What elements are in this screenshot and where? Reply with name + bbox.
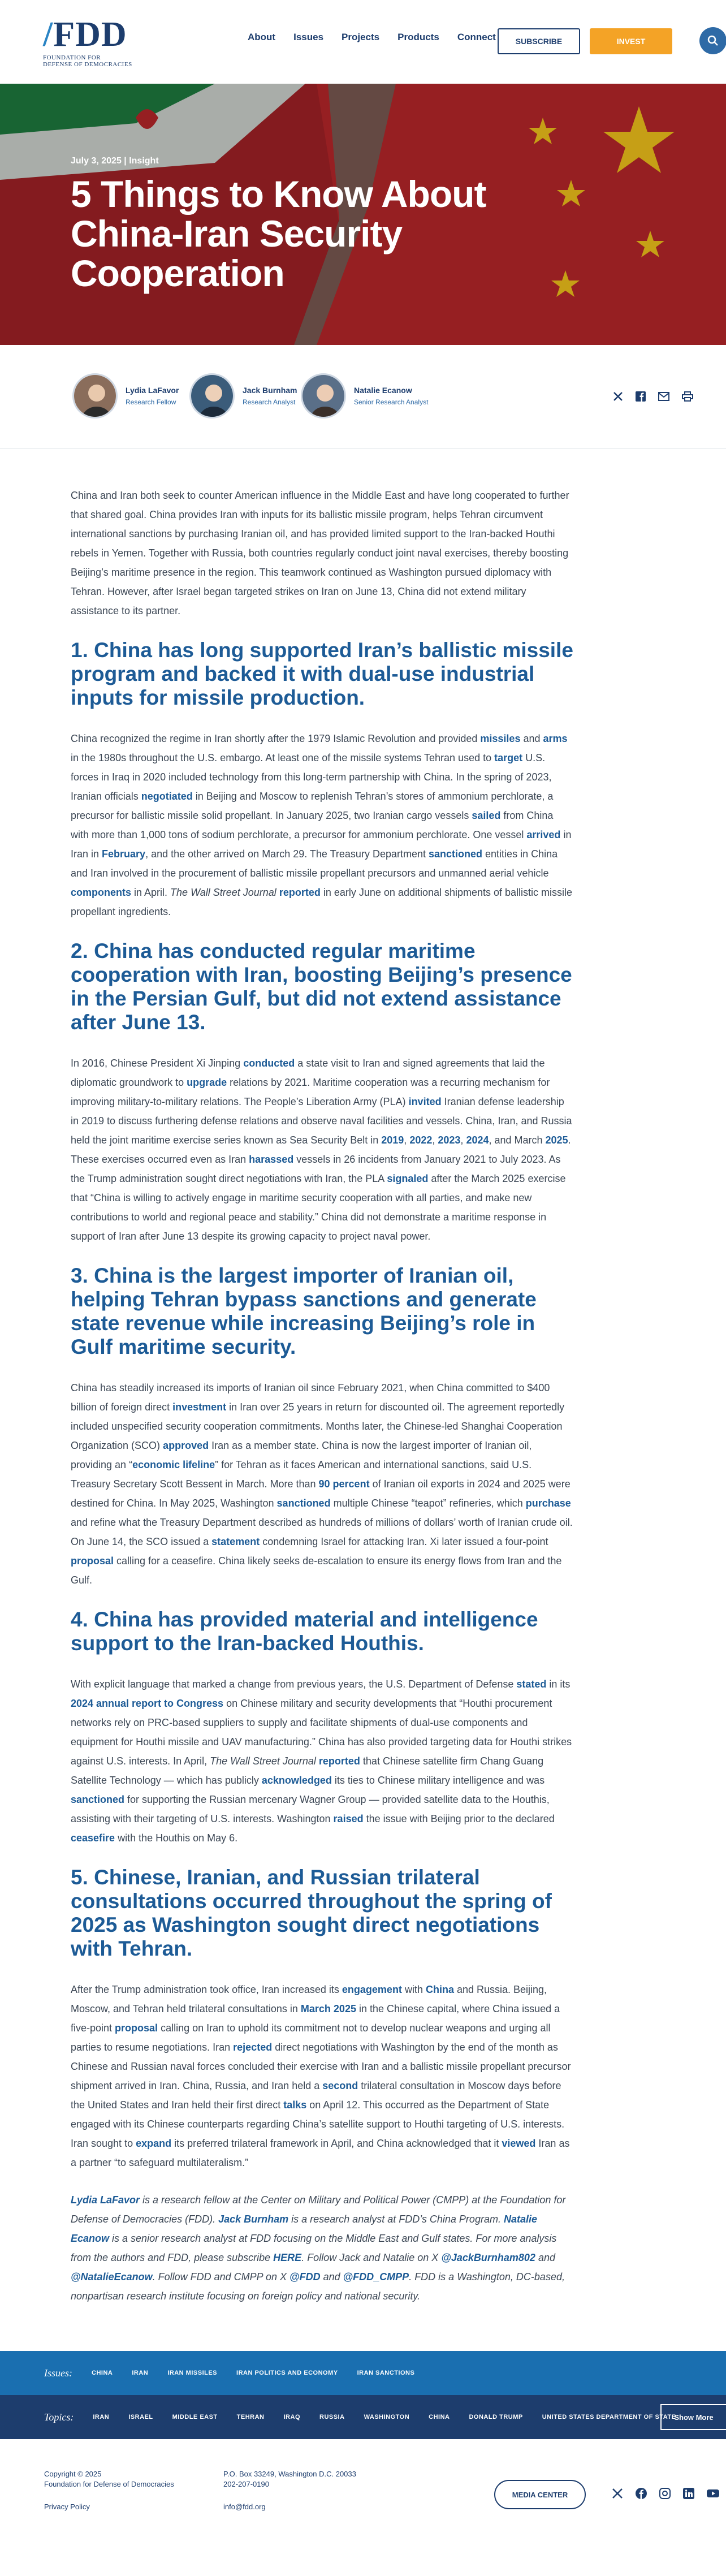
org-name: Foundation for Defense of Democracies	[44, 2480, 174, 2488]
inline-link[interactable]: arms	[543, 733, 568, 744]
topic-tag[interactable]: IRAQ	[283, 2414, 300, 2420]
inline-link[interactable]: raised	[333, 1813, 364, 1824]
author-bar	[0, 345, 726, 449]
inline-link[interactable]: target	[494, 752, 523, 763]
article-title: 5 Things to Know About China-Iran Security Cooperation	[71, 173, 486, 294]
section-paragraph: In 2016, Chinese President Xi Jinping conducted a state visit to Iran and signed agreements that laid the diplomatic groundwork to upgrade relations by 2021. Maritime cooperation was a recurring mechanism for improving military-to-military relations. The People’s Liberation Army (PLA) invited Iranian defense leadership in 2019 to discuss furthering defense relations and observe naval facilities and vessels. China, Iran, and Russia held the joint maritime exercise series known as Sea Security Belt in 2019, 2022, 2023, 2024, and March 2025. These exercises occurred even as Iran harassed vessels in 26 incidents from January 2021 to July 2023. As the Trump administration sought direct negotiations with Iran, the PLA signaled after the March 2025 exercise that “China is willing to actively engage in maritime security cooperation with all parties, and make new contributions to world and regional peace and stability.” China did not demonstrate a maritime response in support of Iran after June 13 despite its growing capacity to project naval power.	[71, 1058, 572, 1242]
inline-link[interactable]: expand	[136, 2138, 172, 2149]
inline-link[interactable]: sanctioned	[71, 1794, 125, 1805]
topics-label: Topics:	[44, 2411, 74, 2423]
nav-products[interactable]: Products	[397, 32, 439, 42]
site-footer	[0, 2439, 726, 2543]
topics-bar	[0, 2395, 726, 2439]
inline-link[interactable]: reported	[279, 887, 321, 898]
facebook-share-icon[interactable]	[636, 391, 646, 402]
nav-issues[interactable]: Issues	[293, 32, 324, 42]
fdd-logo[interactable]	[43, 17, 156, 68]
inline-link[interactable]: HERE	[273, 2252, 302, 2263]
inline-link[interactable]: negotiated	[141, 791, 193, 802]
inline-link[interactable]: statement	[211, 1536, 260, 1547]
inline-link[interactable]: China	[425, 1984, 454, 1995]
author-role: Senior Research Analyst	[354, 398, 429, 406]
issue-tag[interactable]: IRAN POLITICS AND ECONOMY	[236, 2370, 338, 2376]
inline-link[interactable]: harassed	[249, 1154, 294, 1165]
search-icon	[707, 35, 719, 46]
inline-link[interactable]: Jack Burnham	[218, 2213, 289, 2225]
italic-text: is a research analyst at FDD’s China Program.	[288, 2213, 504, 2225]
phone: 202-207-0190	[223, 2480, 269, 2488]
inline-link[interactable]: sailed	[472, 810, 501, 821]
x-share-icon[interactable]	[613, 391, 623, 402]
po-box: P.O. Box 33249, Washington D.C. 20033	[223, 2470, 356, 2478]
inline-link[interactable]: 2025	[545, 1134, 568, 1146]
inline-link[interactable]: upgrade	[187, 1077, 227, 1088]
inline-link[interactable]: rejected	[233, 2042, 273, 2053]
inline-link[interactable]: proposal	[115, 2022, 158, 2034]
linkedin-icon[interactable]	[683, 2488, 694, 2499]
search-button[interactable]	[699, 27, 726, 54]
inline-link[interactable]: reported	[318, 1755, 360, 1767]
inline-link[interactable]: purchase	[525, 1498, 571, 1509]
author-role: Research Fellow	[126, 398, 176, 406]
inline-link[interactable]: components	[71, 887, 132, 898]
section-paragraph: China recognized the regime in Iran shortly after the 1979 Islamic Revolution and provided missiles and arms in the 1980s throughout the U.S. embargo. At least one of the missile systems Tehran used to target U.S. forces in Iraq in 2020 included technology from this long-term partnership with China. In the spring of 2023, Iranian officials negotiated in Beijing and Moscow to replenish Tehran’s stores of ammonium perchlorate, a precursor for ballistic missile solid propellant. In January 2025, two Iranian cargo vessels sailed from China with more than 1,000 tons of sodium perchlorate, a precursor for ammonium perchlorate. One vessel arrived in Iran in February, and the other arrived on March 29. The Treasury Department sanctioned entities in China and Iran involved in the procurement of ballistic missile propellant precursors and unmanned aerial vehicle components in April. The Wall Street Journal reported in early June on additional shipments of ballistic missile propellant ingredients.	[71, 733, 573, 917]
topic-tag[interactable]: RUSSIA	[319, 2414, 345, 2420]
inline-link[interactable]: acknowledged	[261, 1775, 332, 1786]
italic-text: and	[320, 2271, 343, 2282]
inline-link[interactable]: second	[322, 2080, 358, 2091]
share-tools	[613, 391, 693, 402]
issue-tag[interactable]: CHINA	[92, 2370, 113, 2376]
main-nav	[248, 32, 496, 43]
inline-link[interactable]: Natalie Ecanow	[71, 2213, 537, 2244]
inline-link[interactable]: arrived	[526, 829, 561, 840]
privacy-link[interactable]: Privacy Policy	[44, 2502, 90, 2511]
youtube-icon[interactable]	[707, 2488, 719, 2499]
intro-paragraph: China and Iran both seek to counter American influence in the Middle East and have long cooperated to further that shared goal. China provides Iran with inputs for its ballistic missile program, helps Tehran circumvent international sanctions by purchasing Iranian oil, and has provided limited support to the Iran-backed Houthi rebels in Yemen. Together with Russia, both countries regularly conduct joint naval exercises, thereby boosting Beijing’s maritime presence in the region. This teamwork continued as Washington pursued diplomacy with Tehran. However, after Israel began targeted strikes on Iran on June 13, China did not extend military assistance to its partner.	[71, 490, 569, 616]
topic-tag[interactable]: CHINA	[429, 2414, 450, 2420]
avatar	[72, 373, 118, 418]
inline-link[interactable]: signaled	[387, 1173, 429, 1184]
issue-tag[interactable]: IRAN SANCTIONS	[357, 2370, 415, 2376]
email-share-icon[interactable]	[658, 391, 669, 402]
topic-tag[interactable]: DONALD TRUMP	[469, 2414, 523, 2420]
print-icon[interactable]	[682, 391, 693, 402]
italic-text: . FDD is a Washington, DC-based, nonpartisan research institute focusing on foreign policy and national security.	[71, 2271, 565, 2302]
author-name[interactable]: Natalie Ecanow	[354, 386, 412, 395]
section-heading: 3. China is the largest importer of Iranian oil, helping Tehran bypass sanctions and generate state revenue while increasing Beijing’s role in Gulf maritime security.	[71, 1264, 537, 1358]
nav-projects[interactable]: Projects	[342, 32, 380, 42]
nav-connect[interactable]: Connect	[457, 32, 496, 42]
inline-link[interactable]: @JackBurnham802	[441, 2252, 535, 2263]
inline-link[interactable]: conducted	[243, 1058, 295, 1069]
email-link[interactable]: info@fdd.org	[223, 2502, 266, 2511]
topic-tag[interactable]: IRAN	[93, 2414, 110, 2420]
social-links	[612, 2488, 726, 2499]
inline-link[interactable]: 2022	[409, 1134, 433, 1146]
inline-link[interactable]: investment	[172, 1401, 227, 1413]
inline-link[interactable]: @FDD_CMPP	[343, 2271, 409, 2282]
italic-text: The Wall Street Journal	[170, 887, 276, 898]
subscribe-button[interactable]: SUBSCRIBE	[498, 28, 580, 54]
copyright: Copyright © 2025	[44, 2470, 102, 2478]
section-paragraph: With explicit language that marked a change from previous years, the U.S. Department of Defense stated in its 2024 annual report to Congress on Chinese military and security developments that “Houthi procurement networks rely on PRC-based suppliers to supply and facilitate shipments of dual-use components and equipment for Houthi missile and UAV manufacturing.” China has also provided targeting data for Houthi strikes against U.S. interests. In April, The Wall Street Journal reported that Chinese satellite firm Chang Guang Satellite Technology — which has publicly acknowledged its ties to Chinese military intelligence and was sanctioned for supporting the Russian mercenary Wagner Group — provided satellite data to the Houthis, assisting with their targeting of U.S. interests. Washington raised the issue with Beijing prior to the declared ceasefire with the Houthis on May 6.	[71, 1679, 572, 1844]
issue-tag[interactable]: IRAN MISSILES	[167, 2370, 218, 2376]
inline-link[interactable]: 90 percent	[318, 1478, 370, 1490]
inline-link[interactable]: invited	[408, 1096, 442, 1107]
instagram-icon[interactable]	[659, 2488, 671, 2499]
footer-contact	[223, 2469, 356, 2512]
inline-link[interactable]: approved	[163, 1440, 209, 1451]
inline-link[interactable]: 2023	[438, 1134, 461, 1146]
inline-link[interactable]: missiles	[480, 733, 521, 744]
author-card[interactable]	[189, 373, 297, 418]
inline-link[interactable]: ceasefire	[71, 1832, 115, 1844]
italic-text: and	[535, 2252, 555, 2263]
issues-label: Issues:	[44, 2367, 72, 2379]
avatar	[301, 373, 346, 418]
author-bio	[71, 2190, 574, 2333]
section-heading: 2. China has conducted regular maritime cooperation with Iran, boosting Beijing’s presence in the Persian Gulf, but did not extend assistance after June 13.	[71, 939, 572, 1034]
inline-link[interactable]: @NatalieEcanow	[71, 2271, 153, 2282]
inline-link[interactable]: proposal	[71, 1555, 114, 1567]
logo-mark: /FDD	[43, 15, 127, 54]
inline-link[interactable]: March 2025	[300, 2003, 356, 2014]
section-heading: 4. China has provided material and intelligence support to the Iran-backed Houthis.	[71, 1608, 538, 1655]
inline-link[interactable]: 2019	[381, 1134, 404, 1146]
inline-link[interactable]: talks	[283, 2099, 307, 2111]
site-header	[0, 0, 726, 84]
inline-link[interactable]: economic lifeline	[132, 1459, 215, 1470]
section-heading: 1. China has long supported Iran’s ballistic missile program and backed it with dual-use industrial inputs for missile production.	[71, 638, 573, 709]
topic-tag[interactable]: WASHINGTON	[364, 2414, 410, 2420]
inline-link[interactable]: February	[102, 848, 146, 860]
author-role: Research Analyst	[243, 398, 296, 406]
italic-text: The Wall Street Journal	[210, 1755, 316, 1767]
logo-subtitle: FOUNDATION FOR DEFENSE OF DEMOCRACIES	[43, 54, 132, 68]
italic-text: . Follow FDD and CMPP on X	[152, 2271, 290, 2282]
inline-link[interactable]: 2024 annual report to Congress	[71, 1698, 224, 1709]
hero-banner	[0, 84, 726, 345]
footer-legal	[44, 2469, 174, 2512]
section-paragraph: China has steadily increased its imports of Iranian oil since February 2021, when China committed to $400 billion of foreign direct investment in Iran over 25 years in return for discounted oil. The agreement reportedly included unspecified security cooperation commitments. Months later, the Chinese-led Shanghai Cooperation Organization (SCO) approved Iran as a member state. China is now the largest importer of Iranian oil, providing an “economic lifeline” for Tehran as it faces American and international sanctions, said U.S. Treasury Secretary Scott Bessent in March. More than 90 percent of Iranian oil exports in 2024 and 2025 were destined for China. In May 2025, Washington sanctioned multiple Chinese “teapot” refineries, which purchase and refine what the Treasury Department described as hundreds of millions of dollars’ worth of Iranian crude oil. On June 14, the SCO issued a statement condemning Israel for attacking Iran. Xi later issued a four-point proposal calling for a ceasefire. China likely seeks de-escalation to ensure its energy flows from Iran and the Gulf.	[71, 1382, 573, 1586]
italic-text: is a research fellow at the Center on Military and Political Power (CMPP) at the Foundation for Defense of Democracies (FDD).	[71, 2194, 566, 2225]
author-card[interactable]	[72, 373, 179, 418]
inline-link[interactable]: sanctioned	[276, 1498, 331, 1509]
topic-tag[interactable]: UNITED STATES DEPARTMENT OF STATE	[542, 2414, 676, 2420]
inline-link[interactable]: stated	[516, 1679, 547, 1690]
inline-link[interactable]: viewed	[502, 2138, 536, 2149]
topic-tag[interactable]: TEHRAN	[236, 2414, 265, 2420]
italic-text: . Follow Jack and Natalie on X	[301, 2252, 442, 2263]
facebook-icon[interactable]	[636, 2488, 647, 2499]
article-meta: July 3, 2025 | Insight	[71, 156, 159, 166]
x-icon[interactable]	[612, 2488, 623, 2499]
section-heading: 5. Chinese, Iranian, and Russian trilateral consultations occurred throughout the spring of 2025 as Washington sought direct negotiations with Tehran.	[71, 1866, 552, 1960]
article-body	[71, 449, 574, 2333]
author-name[interactable]: Lydia LaFavor	[126, 386, 179, 395]
section-paragraph: After the Trump administration took office, Iran increased its engagement with China and Russia. Beijing, Moscow, and Tehran held trilateral consultations in March 2025 in the Chinese capital, where China issued a five-point proposal calling on Iran to uphold its commitment not to develop nuclear weapons and urging all parties to resume negotiations. Iran rejected direct negotiations with Washington by the end of the month as Chinese and Russian naval forces concluded their exercise with Iran and a ballistic missile propellant precursor shipment arrived in Iran. China, Russia, and Iran held a second trilateral consultation in Moscow days before the United States and Iran held their first direct talks on April 12. This occurred as the Department of State engaged with its Chinese counterparts regarding China’s satellite support to Houthi targeting of U.S. interests. Iran sought to expand its preferred trilateral framework in April, and China acknowledged that it viewed Iran as a partner “to safeguard multilateralism.”	[71, 1984, 571, 2168]
issue-tag[interactable]: IRAN	[132, 2370, 149, 2376]
inline-link[interactable]: 2024	[466, 1134, 489, 1146]
media-center-button[interactable]: MEDIA CENTER	[494, 2480, 586, 2509]
italic-text: is a senior research analyst at FDD focusing on the Middle East and Gulf states. For more analysis from the authors and FDD, please subscribe	[71, 2233, 557, 2263]
inline-link[interactable]: Lydia LaFavor	[71, 2194, 140, 2206]
topic-tag[interactable]: ISRAEL	[128, 2414, 153, 2420]
topic-tag[interactable]: MIDDLE EAST	[172, 2414, 218, 2420]
avatar	[189, 373, 235, 418]
show-more-button[interactable]: Show More	[660, 2404, 726, 2430]
inline-link[interactable]: sanctioned	[429, 848, 483, 860]
author-name[interactable]: Jack Burnham	[243, 386, 297, 395]
nav-about[interactable]: About	[248, 32, 276, 42]
issues-bar	[0, 2351, 726, 2395]
inline-link[interactable]: @FDD	[289, 2271, 321, 2282]
author-card[interactable]	[301, 373, 428, 418]
inline-link[interactable]: engagement	[342, 1984, 402, 1995]
invest-button[interactable]: INVEST	[590, 28, 672, 54]
